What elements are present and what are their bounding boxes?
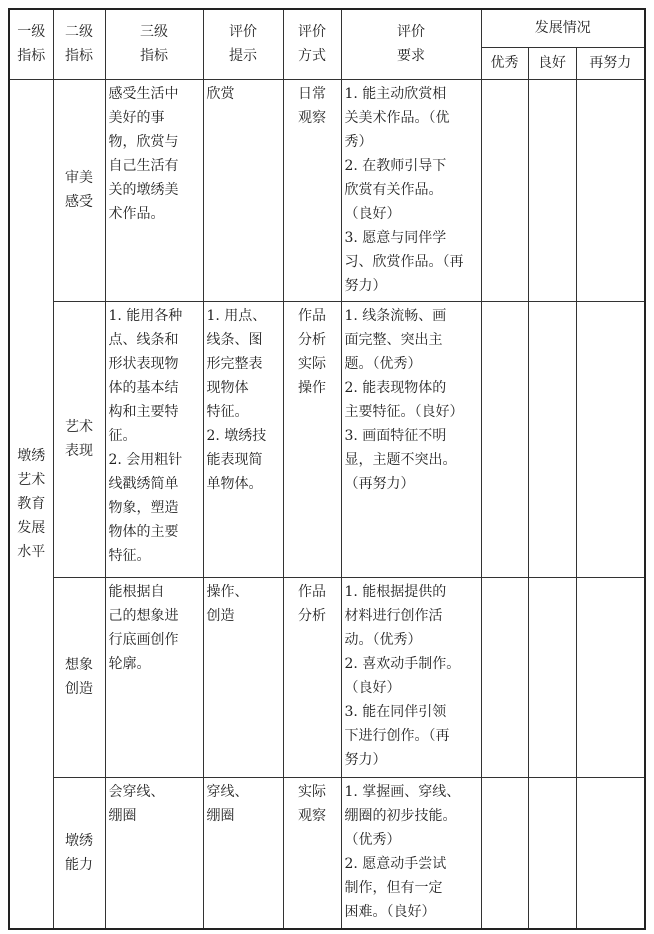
level3-line: 征。	[108, 427, 137, 444]
hint-line: 穿线、	[206, 783, 249, 800]
level2-cell	[53, 301, 105, 577]
mode-cell	[283, 777, 341, 929]
req-line: 困难。（良好）	[344, 903, 436, 920]
mode-line: 分析	[298, 331, 326, 348]
hint-line: 现物体	[206, 379, 249, 396]
hint-line: 操作、	[206, 583, 249, 600]
req-line: 面完整、突出主	[344, 331, 443, 348]
level2-line: 想象	[65, 657, 93, 673]
good-check-cell[interactable]	[528, 301, 576, 577]
req-line: （良好）	[344, 679, 401, 696]
hint-line: 特征。	[206, 403, 249, 420]
hint-cell	[203, 577, 283, 777]
req-line: 下进行创作。（再	[344, 727, 450, 744]
hint-line: 绷圈	[206, 807, 235, 824]
hint-line: 欣赏	[206, 85, 235, 102]
good-check-cell[interactable]	[528, 577, 576, 777]
level2-line: 审美	[65, 170, 93, 186]
mode-cell	[283, 577, 341, 777]
level1-cell	[9, 79, 53, 929]
req-line: 显，主题不突出。	[344, 451, 457, 468]
req-line: 制作，但有一定	[344, 879, 443, 896]
level2-cell	[53, 777, 105, 929]
good-check-cell[interactable]	[528, 79, 576, 301]
req-line: 2. 在教师引导下	[344, 157, 447, 174]
req-line: 习、欣赏作品。（再	[344, 253, 464, 270]
req-line: 努力）	[344, 751, 387, 768]
level1-line: 墩绣	[17, 447, 46, 464]
level2-line: 墩绣	[65, 832, 93, 849]
req-line: （再努力）	[344, 475, 415, 492]
level3-line: 会穿线、	[108, 783, 165, 800]
level3-line: 自己生活有	[108, 157, 179, 174]
header-mode	[283, 9, 341, 79]
level1-line: 水平	[17, 543, 46, 560]
level3-line: 能根据自	[108, 583, 165, 600]
header-level3-line2: 指标	[140, 48, 168, 65]
mode-line: 作品	[298, 583, 326, 600]
level2-cell	[53, 79, 105, 301]
level1-line: 发展	[17, 519, 46, 536]
req-line: 2. 喜欢动手制作。	[344, 655, 461, 672]
hint-line: 创造	[206, 607, 235, 624]
level3-line: 点、线条和	[108, 331, 179, 348]
req-line: 题。（优秀）	[344, 355, 422, 372]
level3-line: 美好的事	[108, 109, 165, 126]
mode-line: 观察	[298, 109, 326, 126]
req-line: 1. 掌握画、穿线、	[344, 783, 461, 800]
hint-line: 线条、图	[206, 331, 263, 348]
excellent-check-cell[interactable]	[481, 79, 528, 301]
header-level2-line1: 二级	[65, 24, 93, 41]
req-line: （良好）	[344, 205, 401, 222]
header-row-1	[9, 9, 645, 47]
header-level3-line1: 三级	[140, 24, 168, 41]
level2-line: 艺术	[65, 419, 93, 435]
mode-line: 日常	[298, 85, 326, 102]
good-check-cell[interactable]	[528, 777, 576, 929]
header-mode-line1: 评价	[298, 24, 326, 41]
hint-cell	[203, 777, 283, 929]
header-hint-line1: 评价	[229, 24, 257, 41]
mode-cell	[283, 79, 341, 301]
mode-line: 观察	[298, 807, 326, 824]
mode-cell	[283, 301, 341, 577]
req-line: 关美术作品。（优	[344, 109, 450, 126]
level3-line: 体的基本结	[108, 379, 179, 396]
requirement-cell	[341, 79, 481, 301]
table-row	[9, 577, 645, 777]
requirement-cell	[341, 301, 481, 577]
req-line: 3. 画面特征不明	[344, 427, 447, 444]
level3-line: 物，欣赏与	[108, 133, 179, 150]
keep-trying-check-cell[interactable]	[576, 79, 645, 301]
header-level2-line2: 指标	[65, 48, 93, 65]
excellent-check-cell[interactable]	[481, 301, 528, 577]
req-line: 秀）	[344, 133, 373, 150]
header-level3	[105, 9, 203, 79]
req-line: 2. 愿意动手尝试	[344, 855, 447, 872]
excellent-check-cell[interactable]	[481, 577, 528, 777]
header-hint	[203, 9, 283, 79]
level2-line: 创造	[65, 681, 93, 697]
mode-line: 作品	[298, 307, 326, 324]
header-level1-line1: 一级	[17, 24, 46, 41]
header-excellent: 优秀	[481, 47, 528, 79]
table-row	[9, 79, 645, 301]
level3-line: 构和主要特	[108, 403, 179, 420]
req-line: 1. 能根据提供的	[344, 583, 447, 600]
level3-cell	[105, 301, 203, 577]
header-requirement	[341, 9, 481, 79]
req-line: （优秀）	[344, 831, 401, 848]
level2-line: 能力	[65, 856, 93, 873]
level3-cell	[105, 79, 203, 301]
header-level2	[53, 9, 105, 79]
req-line: 1. 线条流畅、画	[344, 307, 447, 324]
keep-trying-check-cell[interactable]	[576, 301, 645, 577]
level1-line: 教育	[17, 495, 46, 512]
level3-line: 形状表现物	[108, 355, 179, 372]
mode-line: 实际	[298, 783, 326, 800]
level1-line: 艺术	[17, 471, 46, 488]
req-line: 主要特征。（良好）	[344, 403, 464, 420]
level2-line: 表现	[65, 443, 93, 459]
hint-cell	[203, 301, 283, 577]
level3-cell	[105, 577, 203, 777]
excellent-check-cell[interactable]	[481, 777, 528, 929]
requirement-cell	[341, 577, 481, 777]
table-row	[9, 301, 645, 577]
table-row	[9, 777, 645, 929]
evaluation-table	[8, 8, 646, 930]
req-line: 3. 能在同伴引领	[344, 703, 447, 720]
keep-trying-check-cell[interactable]	[576, 577, 645, 777]
header-good: 良好	[528, 47, 576, 79]
level3-line: 关的墩绣美	[108, 181, 179, 198]
mode-line: 分析	[298, 607, 326, 624]
level3-line: 2. 会用粗针	[108, 451, 183, 468]
header-level1	[9, 9, 53, 79]
hint-line: 形完整表	[206, 355, 263, 372]
req-line: 动。（优秀）	[344, 631, 422, 648]
level3-line: 绷圈	[108, 807, 137, 824]
level3-line: 感受生活中	[108, 85, 179, 102]
level3-line: 轮廓。	[108, 655, 151, 672]
hint-line: 2. 墩绣技	[206, 427, 267, 444]
header-req-line1: 评价	[397, 24, 425, 41]
level3-cell	[105, 777, 203, 929]
hint-line: 能表现简	[206, 451, 263, 468]
header-mode-line2: 方式	[298, 48, 326, 65]
header-keep-trying: 再努力	[576, 47, 645, 79]
level2-line: 感受	[65, 194, 93, 210]
hint-line: 单物体。	[206, 475, 263, 492]
mode-line: 操作	[298, 379, 326, 396]
level3-line: 1. 能用各种	[108, 307, 183, 324]
req-line: 3. 愿意与同伴学	[344, 229, 447, 246]
hint-cell	[203, 79, 283, 301]
header-req-line2: 要求	[397, 48, 425, 65]
req-line: 努力）	[344, 277, 387, 294]
level3-line: 线戳绣简单	[108, 475, 179, 492]
level3-line: 特征。	[108, 547, 151, 564]
req-line: 材料进行创作活	[344, 607, 443, 624]
level3-line: 己的想象进	[108, 607, 179, 624]
level2-cell	[53, 577, 105, 777]
level3-line: 物体的主要	[108, 523, 179, 540]
mode-line: 实际	[298, 355, 326, 372]
req-line: 绷圈的初步技能。	[344, 807, 457, 824]
keep-trying-check-cell[interactable]	[576, 777, 645, 929]
hint-line: 1. 用点、	[206, 307, 267, 324]
header-hint-line2: 提示	[229, 48, 257, 65]
header-development: 发展情况	[481, 9, 645, 47]
level3-line: 行底画创作	[108, 631, 179, 648]
req-line: 1. 能主动欣赏相	[344, 85, 447, 102]
level3-line: 术作品。	[108, 205, 165, 222]
level3-line: 物象，塑造	[108, 499, 179, 516]
req-line: 2. 能表现物体的	[344, 379, 447, 396]
header-level1-line2: 指标	[17, 48, 46, 65]
req-line: 欣赏有关作品。	[344, 181, 443, 198]
requirement-cell	[341, 777, 481, 929]
